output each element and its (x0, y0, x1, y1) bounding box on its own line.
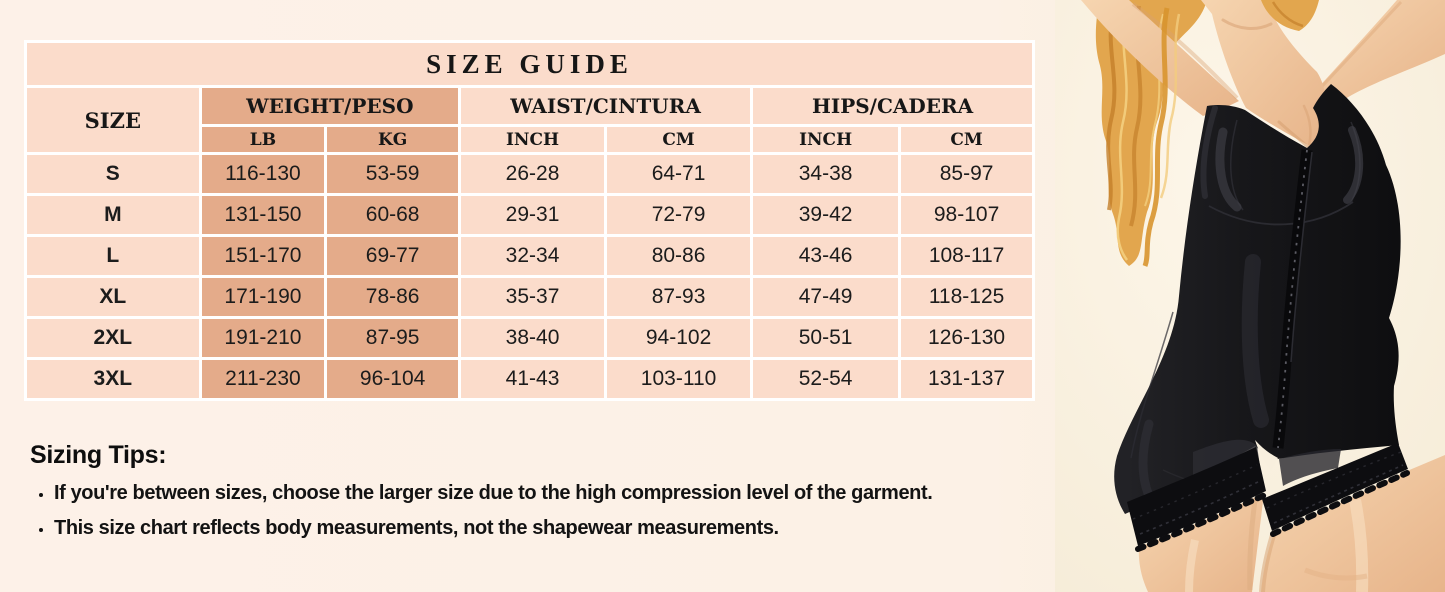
col-header-kg: KG (326, 126, 460, 154)
table-cell: 60-68 (326, 195, 460, 236)
table-cell: 116-130 (200, 154, 326, 195)
table-cell: 171-190 (200, 277, 326, 318)
sizing-tips-list (54, 482, 1030, 540)
table-cell: 87-95 (326, 318, 460, 359)
table-row-l (26, 236, 1034, 277)
table-cell: 78-86 (326, 277, 460, 318)
table-row-m (26, 195, 1034, 236)
size-cell: M (26, 195, 201, 236)
table-cell: 32-34 (460, 236, 606, 277)
sizing-tips (30, 441, 1030, 552)
table-cell: 98-107 (900, 195, 1034, 236)
title-row (26, 42, 1034, 87)
size-cell: 3XL (26, 359, 201, 400)
table-row-s (26, 154, 1034, 195)
table-cell: 35-37 (460, 277, 606, 318)
size-cell: L (26, 236, 201, 277)
table-cell: 131-137 (900, 359, 1034, 400)
size-cell: S (26, 154, 201, 195)
sizing-tip-item: • This size chart reflects body measurements, not the shapewear measurements. (54, 517, 1030, 540)
col-header-lb: LB (200, 126, 326, 154)
col-header-weight: WEIGHT/PESO (200, 87, 459, 126)
table-cell: 34-38 (752, 154, 900, 195)
size-cell: XL (26, 277, 201, 318)
model-illustration (1055, 0, 1445, 592)
col-header-hips-cm: CM (900, 126, 1034, 154)
model-photo (1055, 0, 1445, 592)
table-cell: 47-49 (752, 277, 900, 318)
table-cell: 38-40 (460, 318, 606, 359)
table-cell: 43-46 (752, 236, 900, 277)
table-cell: 131-150 (200, 195, 326, 236)
table-cell: 69-77 (326, 236, 460, 277)
col-header-hips: HIPS/CADERA (752, 87, 1034, 126)
col-header-size: SIZE (26, 87, 201, 154)
table-cell: 87-93 (606, 277, 752, 318)
table-row-3xl (26, 359, 1034, 400)
table-cell: 41-43 (460, 359, 606, 400)
table-cell: 126-130 (900, 318, 1034, 359)
table-cell: 94-102 (606, 318, 752, 359)
col-header-waist-inch: INCH (460, 126, 606, 154)
table-cell: 151-170 (200, 236, 326, 277)
table-cell: 118-125 (900, 277, 1034, 318)
table-cell: 96-104 (326, 359, 460, 400)
size-guide-title: SIZE GUIDE (26, 42, 1034, 87)
table-cell: 50-51 (752, 318, 900, 359)
col-header-waist: WAIST/CINTURA (460, 87, 752, 126)
table-cell: 85-97 (900, 154, 1034, 195)
size-cell: 2XL (26, 318, 201, 359)
table-cell: 108-117 (900, 236, 1034, 277)
table-row-xl (26, 277, 1034, 318)
table-cell: 26-28 (460, 154, 606, 195)
table-cell: 52-54 (752, 359, 900, 400)
table-cell: 53-59 (326, 154, 460, 195)
table-cell: 103-110 (606, 359, 752, 400)
sizing-tip-item: • If you're between sizes, choose the larger size due to the high compression level of the garment. (54, 482, 1030, 505)
table-cell: 191-210 (200, 318, 326, 359)
table-cell: 39-42 (752, 195, 900, 236)
sizing-tips-heading: Sizing Tips: (30, 441, 167, 469)
table-cell: 64-71 (606, 154, 752, 195)
table-cell: 72-79 (606, 195, 752, 236)
group-header-row (26, 87, 1034, 126)
table-cell: 80-86 (606, 236, 752, 277)
table-row-2xl (26, 318, 1034, 359)
table-cell: 29-31 (460, 195, 606, 236)
size-table (24, 40, 1035, 401)
col-header-waist-cm: CM (606, 126, 752, 154)
table-cell: 211-230 (200, 359, 326, 400)
col-header-hips-inch: INCH (752, 126, 900, 154)
